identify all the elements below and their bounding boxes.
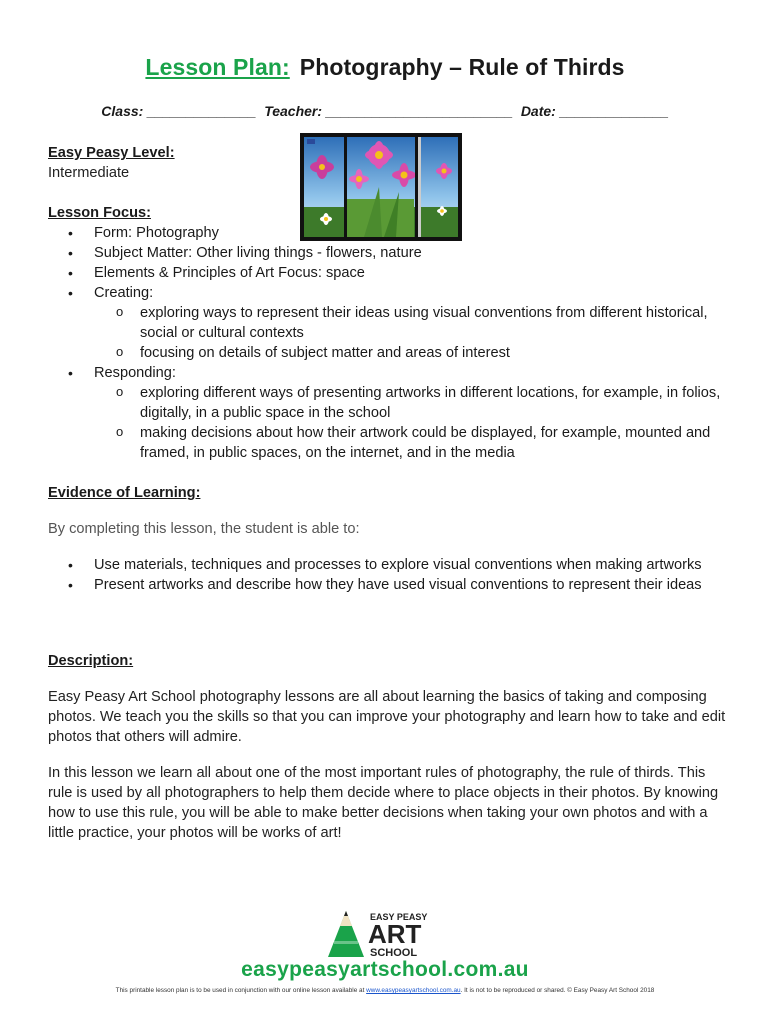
date-field[interactable]: Date: ______________ [520,103,669,119]
title-label: Lesson Plan: [145,54,290,80]
list-item: • Creating: o exploring ways to represent their ideas using visual conventions from different historical, social or cultural contexts o focusing on details of subject matter and areas of interest [48,283,728,363]
list-item: • Present artworks and describe how they have used visual conventions to represent their ideas [48,575,728,595]
list-item: o exploring ways to represent their ideas using visual conventions from different historical, social or cultural contexts [94,303,728,343]
description-para-2: In this lesson we learn all about one of the most important rules of photography, the rule of thirds. This rule is used by all photographers to help them decide where to place objects in their photos. By knowing how to use this rule, you will be able to make better decisions when taking your own photos and with a little practice, your photos will be works of art! [48,765,719,841]
easy-peasy-art-school-logo [326,909,446,959]
list-item: • Form: Photography [48,223,728,243]
evidence-list [48,555,728,595]
level-heading: Easy Peasy Level: [48,145,175,161]
list-item: • Elements & Principles of Art Focus: space [48,263,728,283]
evidence-intro: By completing this lesson, the student is able to: [48,521,360,537]
site-url[interactable]: easypeasyartschool.com.au [241,958,529,981]
lesson-body [48,143,728,843]
list-item: • Use materials, techniques and processes to explore visual conventions when making artworks [48,555,728,575]
list-item: • Subject Matter: Other living things - flowers, nature [48,243,728,263]
responding-sublist [94,383,728,463]
title-text: Photography – Rule of Thirds [299,54,625,80]
footer-note: This printable lesson plan is to be used in conjunction with our online lesson available at www.easypeasyartschool.com.au. It is not to be reproduced or shared. © Easy Peasy Art School 2018 [115,987,655,994]
focus-heading: Lesson Focus: [48,205,151,221]
logo-line-2: ART [368,919,422,949]
list-item: • Responding: o exploring different ways of presenting artworks in different locations, for example, in folios, digitally, in a public space in the school o making decisions about how their artwork could be displayed, for example, mounted and framed, in public spaces, on the internet, and in the media [48,363,728,463]
description-para-1: Easy Peasy Art School photography lessons are all about learning the basics of taking and composing photos. We teach you the skills so that you can improve your photography and learn how to take and edit photos that others will admire. [48,689,726,745]
meta-line [0,103,770,119]
page-title [0,54,770,81]
list-item: o exploring different ways of presenting artworks in different locations, for example, in folios, digitally, in a public space in the school [94,383,728,423]
creating-sublist [94,303,728,363]
footer-link[interactable]: www.easypeasyartschool.com.au [366,987,461,994]
description-heading: Description: [48,653,134,669]
focus-list [48,223,728,463]
pencil-logo-icon [326,909,446,959]
list-item: o focusing on details of subject matter and areas of interest [94,343,728,363]
list-item: o making decisions about how their artwork could be displayed, for example, mounted and framed, in public spaces, on the internet, and in the media [94,423,728,463]
class-field[interactable]: Class: ______________ [101,103,257,119]
logo-line-1: EASY PEASY [370,912,428,922]
evidence-heading: Evidence of Learning: [48,485,201,501]
teacher-field[interactable]: Teacher: ________________________ [264,103,513,119]
logo-line-3: SCHOOL [370,947,418,959]
level-value: Intermediate [48,165,130,181]
